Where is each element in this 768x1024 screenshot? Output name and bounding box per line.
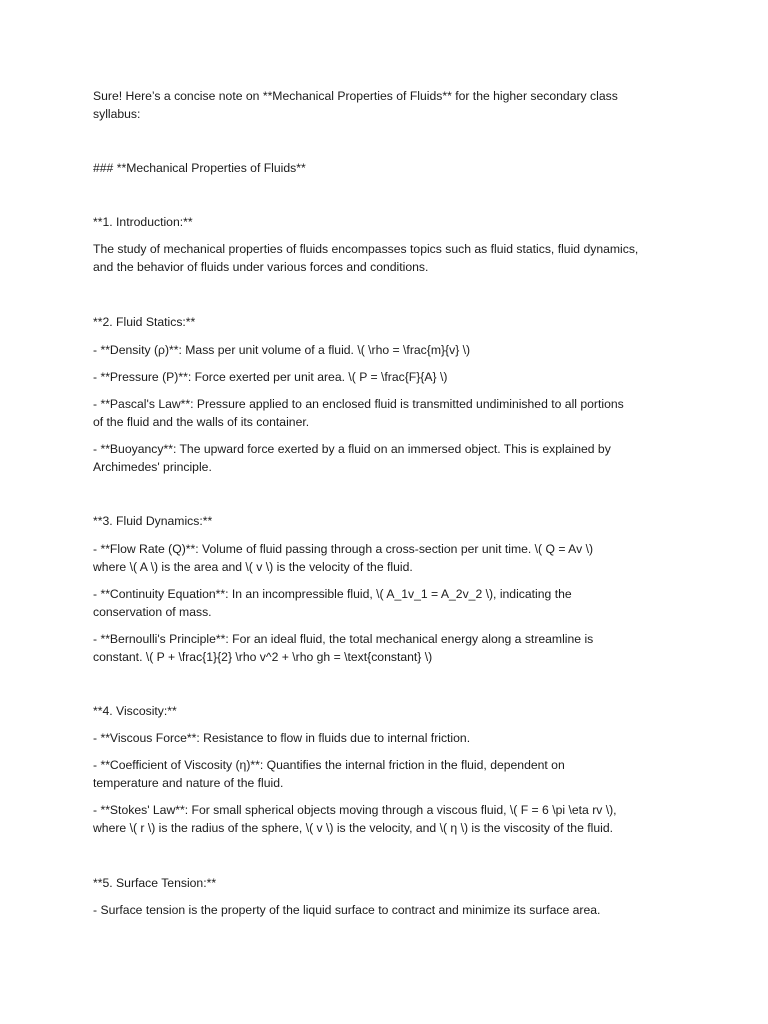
bullet-viscous-force: - **Viscous Force**: Resistance to flow in fluids due to internal friction. [93, 731, 471, 745]
bullet-bernoulli: constant. \( P + \frac{1}{2} \rho v^2 + \rho gh = \text{constant} \) [93, 650, 433, 664]
bullet-pascals-law: - **Pascal's Law**: Pressure applied to an enclosed fluid is transmitted undiminished to all portions [93, 397, 624, 411]
bullet-stokes-law: where \( r \) is the radius of the sphere, \( v \) is the velocity, and \( η \) is the viscosity of the fluid. [93, 821, 613, 835]
section-title-surface-tension: **5. Surface Tension:** [93, 876, 217, 890]
bullet-coefficient-viscosity: - **Coefficient of Viscosity (η)**: Quantifies the internal friction in the fluid, dependent on [93, 758, 565, 772]
bullet-stokes-law: - **Stokes' Law**: For small spherical objects moving through a viscous fluid, \( F = 6 \pi \eta rv \), [93, 803, 617, 817]
bullet-pascals-law: of the fluid and the walls of its container. [93, 415, 310, 429]
bullet-buoyancy: - **Buoyancy**: The upward force exerted by a fluid on an immersed object. This is explained by [93, 442, 611, 456]
section-title-fluid-statics: **2. Fluid Statics:** [93, 315, 196, 329]
bullet-continuity: conservation of mass. [93, 605, 212, 619]
bullet-flow-rate: - **Flow Rate (Q)**: Volume of fluid passing through a cross-section per unit time. \( Q = Av \) [93, 542, 594, 556]
bullet-bernoulli: - **Bernoulli's Principle**: For an ideal fluid, the total mechanical energy along a streamline is [93, 632, 594, 646]
intro-line: syllabus: [93, 107, 141, 121]
document-heading: ### **Mechanical Properties of Fluids** [93, 161, 306, 175]
bullet-surface-tension: - Surface tension is the property of the liquid surface to contract and minimize its surface area. [93, 903, 601, 917]
bullet-buoyancy: Archimedes' principle. [93, 460, 212, 474]
bullet-flow-rate: where \( A \) is the area and \( v \) is the velocity of the fluid. [93, 560, 413, 574]
bullet-coefficient-viscosity: temperature and nature of the fluid. [93, 776, 284, 790]
section-title-fluid-dynamics: **3. Fluid Dynamics:** [93, 514, 213, 528]
bullet-continuity: - **Continuity Equation**: In an incompressible fluid, \( A_1v_1 = A_2v_2 \), indicating the [93, 587, 572, 601]
bullet-density: - **Density (ρ)**: Mass per unit volume of a fluid. \( \rho = \frac{m}{v} \) [93, 343, 471, 357]
section-title-viscosity: **4. Viscosity:** [93, 704, 177, 718]
paragraph-line: The study of mechanical properties of fluids encompasses topics such as fluid statics, fluid dynamics, [93, 242, 639, 256]
section-title-introduction: **1. Introduction:** [93, 215, 193, 229]
intro-line: Sure! Here’s a concise note on **Mechanical Properties of Fluids** for the higher secondary class [93, 89, 618, 103]
bullet-pressure: - **Pressure (P)**: Force exerted per unit area. \( P = \frac{F}{A} \) [93, 370, 448, 384]
paragraph-line: and the behavior of fluids under various forces and conditions. [93, 260, 429, 274]
